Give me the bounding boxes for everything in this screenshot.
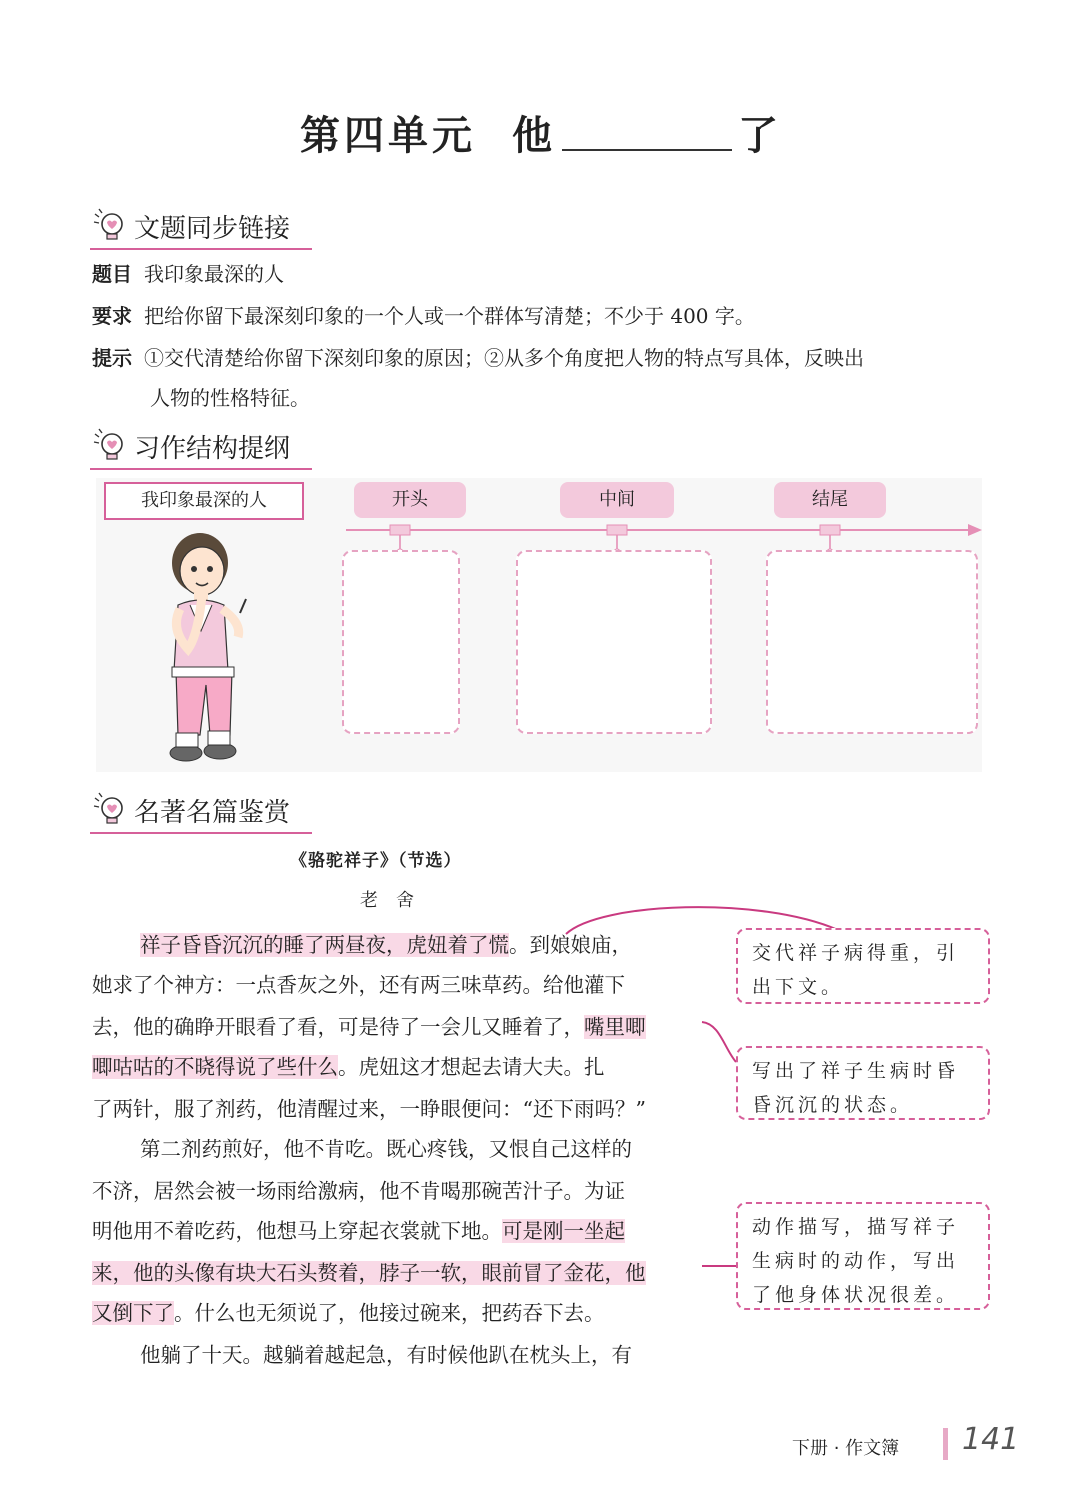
section-header-reading: [90, 792, 312, 834]
highlight-text: 又倒下了: [92, 1301, 174, 1325]
passage-line: [140, 1132, 632, 1162]
passage-line: [92, 1092, 646, 1122]
page-number: 141: [962, 1422, 1020, 1457]
line-text: 。什么也无须说了，他接过碗来，把药吞下去。: [174, 1301, 605, 1325]
line-text: 他躺了十天。越躺着越起急，有时候他趴在枕头上，有: [140, 1343, 632, 1367]
title-right: 了: [738, 112, 782, 159]
topic-hint-text-1: ①交代清楚给你留下深刻印象的原因；②从多个角度把人物的特点写具体，反映出: [144, 346, 864, 370]
outline-box-middle[interactable]: [516, 550, 712, 734]
highlight-text: 祥子昏昏沉沉的睡了两昼夜，虎妞着了慌: [140, 933, 509, 957]
topic-require-label: 要求: [92, 304, 132, 328]
outline-tag-ending: 结尾: [774, 482, 886, 518]
passage-line: [92, 1174, 625, 1204]
passage-line: [140, 1338, 632, 1368]
lightbulb-heart-icon: [92, 208, 126, 244]
topic-title-line: [92, 258, 284, 287]
highlight-text: 嘴里唧: [584, 1015, 646, 1039]
passage-line: [140, 928, 632, 958]
book-title: 《骆驼祥子》（节选）: [290, 851, 462, 871]
section-title-sync: 文题同步链接: [134, 214, 291, 244]
section-header-outline: [90, 428, 312, 470]
passage-line: [92, 1214, 625, 1244]
line-text: 她求了个神方：一点香灰之外，还有两三味草药。给他灌下: [92, 973, 625, 997]
line-text: 第二剂药煎好，他不肯吃。既心疼钱，又恨自己这样的: [140, 1137, 632, 1161]
topic-hint-label: 提示: [92, 346, 132, 370]
author: 老舍: [360, 890, 432, 911]
line-text: 明他用不着吃药，他想马上穿起衣裳就下地。: [92, 1219, 502, 1243]
outline-box-ending[interactable]: [766, 550, 978, 734]
topic-require-text: 把给你留下最深刻印象的一个人或一个群体写清楚；不少于 400 字。: [144, 304, 755, 328]
boy-thinking-illustration: [150, 525, 270, 773]
note-connector-3: [700, 1258, 740, 1272]
outline-tag-middle: 中间: [560, 482, 674, 518]
topic-hint-line: [92, 342, 864, 371]
passage-line: [92, 1296, 605, 1326]
passage-line: [92, 968, 625, 998]
highlight-text: 可是刚一坐起: [502, 1219, 625, 1243]
passage-line: [92, 1010, 646, 1040]
annotation-note-3: 动作描写，描写祥子生病时的动作，写出了他身体状况很差。: [736, 1202, 990, 1310]
line-text: 去，他的确睁开眼看了看，可是待了一会儿又睡着了，: [92, 1015, 584, 1039]
section-title-outline: 习作结构提纲: [134, 434, 291, 464]
lightbulb-heart-icon: [92, 428, 126, 464]
annotation-note-1: 交代祥子病得重，引出下文。: [736, 928, 990, 1004]
passage-line: [92, 1256, 646, 1286]
boy-label: 我印象最深的人: [104, 482, 304, 520]
topic-title-label: 题目: [92, 262, 132, 286]
title-blank: [562, 119, 732, 151]
line-text: 了两针，服了剂药，他清醒过来，一睁眼便问：“还下雨吗？”: [92, 1097, 646, 1121]
page-title: [0, 104, 1082, 161]
highlight-text: 来，他的头像有块大石头赘着，脖子一软，眼前冒了金花，他: [92, 1261, 646, 1285]
footer-divider: [943, 1428, 948, 1460]
outline-box-opening[interactable]: [342, 550, 460, 734]
line-text: 。虎妞这才想起去请大夫。扎: [338, 1055, 605, 1079]
section-title-reading: 名著名篇鉴赏: [134, 798, 291, 828]
note-connector-2: [700, 1018, 740, 1078]
topic-require-line: [92, 300, 755, 329]
line-text: 不济，居然会被一场雨给激病，他不肯喝那碗苦汁子。为证: [92, 1179, 625, 1203]
passage-line: [92, 1050, 605, 1080]
title-middle: 他: [512, 112, 556, 159]
topic-hint-text-2: 人物的性格特征。: [150, 386, 310, 410]
section-header-sync: [90, 208, 312, 250]
highlight-text: 唧咕咕的不晓得说了些什么: [92, 1055, 338, 1079]
footer-book-label: 下册 · 作文簿: [792, 1438, 900, 1459]
title-left: 第四单元: [300, 112, 476, 159]
annotation-note-2: 写出了祥子生病时昏昏沉沉的状态。: [736, 1046, 990, 1120]
line-text: 。到娘娘庙，: [509, 933, 632, 957]
topic-title-text: 我印象最深的人: [144, 262, 284, 286]
lightbulb-heart-icon: [92, 792, 126, 828]
outline-tag-opening: 开头: [354, 482, 466, 518]
